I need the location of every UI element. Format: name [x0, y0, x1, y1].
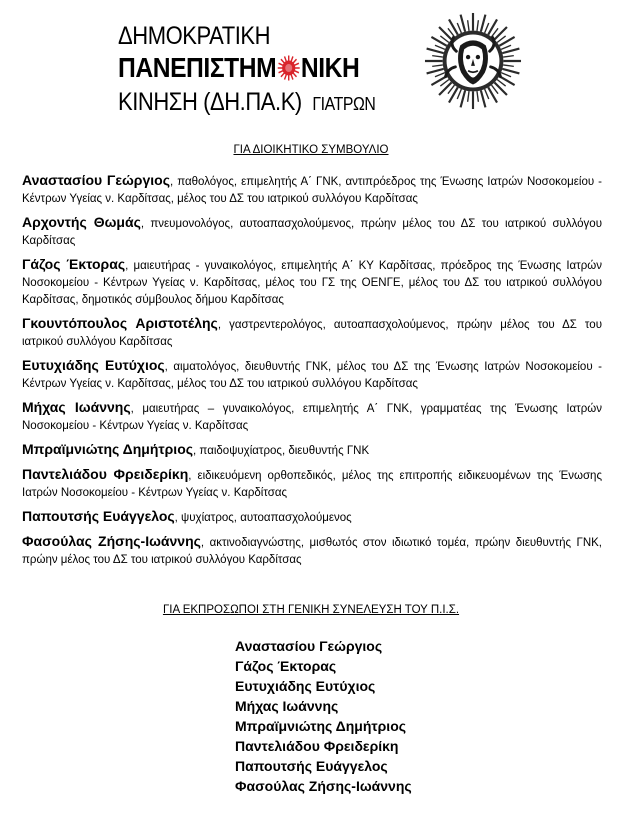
- header-line-3-main: ΚΙΝΗΣΗ (ΔΗ.ΠΑ.Κ): [118, 88, 302, 116]
- candidate-name: Παντελιάδου Φρειδερίκη: [22, 466, 189, 482]
- candidate-entry: [22, 533, 602, 569]
- candidate-entry: [22, 256, 602, 309]
- header-line-2-part-1: ΠΑΝΕΠΙΣΤΗΜ: [118, 52, 277, 83]
- candidate-name: Αναστασίου Γεώργιος: [22, 172, 170, 188]
- representative-name: Φασούλας Ζήσης-Ιωάννης: [235, 778, 412, 794]
- candidate-name: Γάζος Έκτορας: [22, 256, 126, 272]
- candidate-description: , ειδικευόμενη ορθοπεδικός, μέλος της επιτροπής ειδικευομένων της Ένωσης Ιατρών Νοσοκομείου - Κέντρων Υγείας ν. Καρδίτσας: [22, 470, 602, 499]
- header-line-1: ΔΗΜΟΚΡΑΤΙΚΗ: [118, 22, 271, 50]
- header-line-2-part-2: ΝΙΚΗ: [300, 52, 360, 83]
- sun-icon: [277, 55, 300, 81]
- candidate-name: Γκουντόπουλος Αριστοτέλης: [22, 315, 218, 331]
- representative-name: Αναστασίου Γεώργιος: [235, 638, 383, 654]
- candidate-entry: [22, 441, 602, 460]
- representative-name: Μήχας Ιωάννης: [235, 698, 339, 714]
- representative-name: Ευτυχιάδης Ευτύχιος: [235, 678, 376, 694]
- representative-name: Γάζος Έκτορας: [235, 658, 337, 674]
- candidate-description: , μαιευτήρας - γυναικολόγος, επιμελητής Α΄ ΚΥ Καρδίτσας, πρόεδρος της Ένωσης Ιατρών Νοσοκομείου - Κέντρων Υγείας ν. Καρδίτσας, μέλος του ΓΣ της ΟΕΝΓΕ, μέλος του ΔΣ του ιατρικού συλλόγου Καρδίτσας, δημοτικός σύμβουλος δήμου Καρδίτσας: [22, 260, 602, 306]
- candidate-name: Παπουτσής Ευάγγελος: [22, 508, 175, 524]
- candidate-description: , ψυχίατρος, αυτοαπασχολούμενος: [174, 512, 352, 524]
- candidate-description: , μαιευτήρας – γυναικολόγος, επιμελητής Α΄ ΓΝΚ, γραμματέας της Ένωσης Ιατρών Νοσοκομείου - Κέντρων Υγείας ν. Καρδίτσας: [22, 403, 602, 432]
- representative-name: Μπραϊμνιώτης Δημήτριος: [235, 718, 407, 734]
- candidate-entry: [22, 466, 602, 502]
- candidate-name: Ευτυχιάδης Ευτύχιος: [22, 357, 165, 373]
- representatives-list: [235, 636, 412, 796]
- candidate-entry: [22, 357, 602, 393]
- candidate-entry: [22, 315, 602, 351]
- header-line-3: [118, 88, 375, 117]
- board-candidates-list: [22, 172, 602, 575]
- representative-name: Παντελιάδου Φρειδερίκη: [235, 738, 399, 754]
- candidate-entry: [22, 399, 602, 435]
- candidate-name: Μήχας Ιωάννης: [22, 399, 131, 415]
- candidate-entry: [22, 172, 602, 208]
- candidate-entry: [22, 214, 602, 250]
- candidate-description: , αιματολόγος, διευθυντής ΓΝΚ, μέλος του ΔΣ της Ένωσης Ιατρών Νοσοκομείου - Κέντρων Υγείας ν. Καρδίτσας, μέλος του ΔΣ του ιατρικού συλλόγου Καρδίτσας: [22, 361, 602, 390]
- candidate-name: Φασούλας Ζήσης-Ιωάννης: [22, 533, 201, 549]
- board-section-title: ΓΙΑ ΔΙΟΙΚΗΤΙΚΟ ΣΥΜΒΟΥΛΙΟ: [233, 144, 389, 156]
- medusa-emblem-icon: [424, 12, 522, 110]
- candidate-entry: [22, 508, 602, 527]
- representatives-section-title: ΓΙΑ ΕΚΠΡΟΣΩΠΟΙ ΣΤΗ ΓΕΝΙΚΗ ΣΥΝΕΛΕΥΣΗ ΤΟΥ Π.Ι.Σ.: [162, 604, 460, 616]
- candidate-description: , παθολόγος, επιμελητής Α΄ ΓΝΚ, αντιπρόεδρος της Ένωσης Ιατρών Νοσοκομείου - Κέντρων Υγείας ν. Καρδίτσας, μέλος του ΔΣ του ιατρικού συλλόγου Καρδίτσας: [22, 176, 602, 205]
- candidate-description: , παιδοψυχίατρος, διευθυντής ΓΝΚ: [193, 445, 370, 457]
- candidate-description: , πνευμονολόγος, αυτοαπασχολούμενος, πρώην μέλος του ΔΣ του ιατρικού συλλόγου Καρδίτσας: [22, 218, 602, 247]
- candidate-description: , γαστρεντερολόγος, αυτοαπασχολούμενος, πρώην μέλος του ΔΣ του ιατρικού συλλόγου Καρδίτσας: [22, 319, 602, 348]
- representative-name: Παπουτσής Ευάγγελος: [235, 758, 388, 774]
- candidate-name: Μπραϊμνιώτης Δημήτριος: [22, 441, 194, 457]
- organization-header: [118, 22, 418, 122]
- header-line-2: [118, 52, 359, 84]
- candidate-name: Αρχοντής Θωμάς: [22, 214, 141, 230]
- header-line-3-suffix: ΓΙΑΤΡΩΝ: [312, 94, 376, 114]
- candidate-description: , ακτινοδιαγνώστης, μισθωτός στον ιδιωτικό τομέα, πρώην διευθυντής ΓΝΚ, πρώην μέλος του ΔΣ του ιατρικού συλλόγου Καρδίτσας: [22, 537, 602, 566]
